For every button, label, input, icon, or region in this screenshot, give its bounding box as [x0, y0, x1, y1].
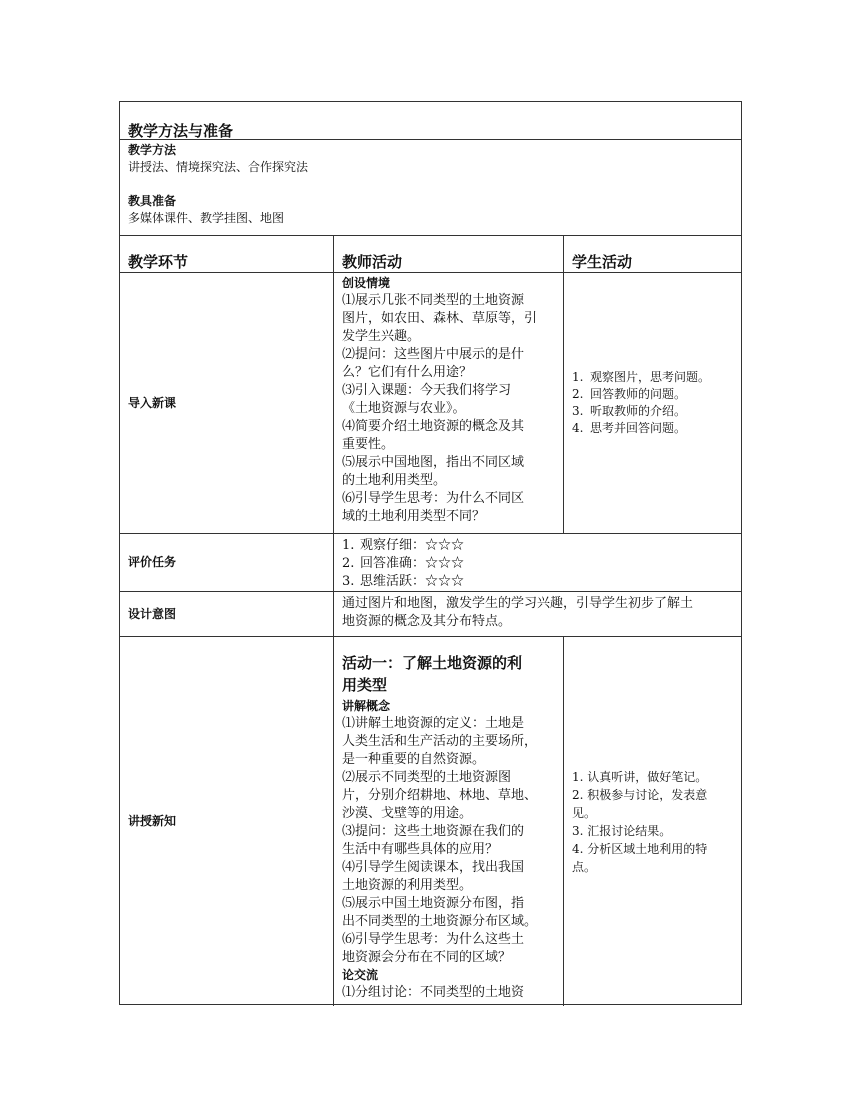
discussion-heading-rest: 论交流 — [342, 968, 379, 982]
intro-student-item-text: 回答教师的问题。 — [590, 387, 687, 401]
new-lesson-student-line: 点。 — [572, 859, 597, 874]
new-lesson-student-line: 1. 认真听讲，做好笔记。 — [572, 769, 708, 784]
intro-student-item — [572, 369, 710, 386]
evaluation-row — [120, 534, 741, 592]
intro-teacher-line: ⑷简要介绍土地资源的概念及其 — [342, 419, 525, 434]
intro-student-cell — [564, 273, 741, 533]
header-student: 学生活动 — [572, 253, 633, 271]
new-lesson-stage-label: 讲授新知 — [128, 814, 177, 828]
new-lesson-student-line: 4. 分析区域土地利用的特 — [572, 841, 708, 856]
intro-teacher-line: ⑴展示几张不同类型的土地资源 — [342, 293, 525, 308]
activity-title-1: 活动一：了解土地资源的利 — [342, 654, 523, 672]
intro-teacher-lines — [342, 292, 557, 526]
intro-teacher-line: ⑵提问：这些图片中展示的是什 — [342, 347, 525, 362]
intro-teacher-line: 重要性。 — [342, 437, 395, 452]
intro-teacher-line: ⑹引导学生思考：为什么不同区 — [342, 491, 525, 506]
intro-student-item — [572, 420, 710, 437]
intro-student-item-number: 4. — [572, 421, 584, 435]
activity-title-2: 用类型 — [342, 676, 388, 694]
new-lesson-teacher-line: 生活中有哪些具体的应用？ — [342, 842, 499, 857]
tools-heading: 教具准备 — [128, 194, 177, 208]
evaluation-item-text: 回答准确：☆☆☆ — [360, 556, 465, 571]
design-stage-label: 设计意图 — [128, 606, 177, 621]
design-cell — [334, 592, 741, 636]
new-lesson-teacher-line: 人类生活和生产活动的主要场所， — [342, 734, 538, 749]
design-line-1: 通过图片和地图，激发学生的学习兴趣，引导学生初步了解土 — [342, 596, 694, 611]
intro-student-item-text: 听取教师的介绍。 — [590, 404, 687, 418]
new-lesson-teacher-line: ⑴讲解土地资源的定义：土地是 — [342, 716, 525, 731]
intro-teacher-line: 发学生兴趣。 — [342, 329, 421, 344]
intro-student-list — [572, 369, 710, 437]
new-lesson-teacher-line: ⑹引导学生思考：为什么这些土 — [342, 932, 525, 947]
discussion-last-line: ⑴分组讨论：不同类型的土地资 — [342, 985, 525, 1000]
intro-student-item-number: 2. — [572, 387, 584, 401]
new-lesson-teacher-line: 是一种重要的自然资源。 — [342, 752, 486, 767]
intro-teacher-heading: 创设情境 — [342, 276, 391, 290]
intro-student-item — [572, 386, 710, 403]
new-lesson-student-cell — [564, 637, 741, 1006]
section-title-row — [120, 102, 741, 140]
intro-teacher-line: ⑶引入课题：今天我们将学习 — [342, 383, 512, 398]
design-line-2: 地资源的概念及其分布特点。 — [342, 614, 512, 629]
intro-teacher-line: 图片，如农田、森林、草原等，引 — [342, 311, 538, 326]
intro-student-item-number: 3. — [572, 404, 584, 418]
header-stage: 教学环节 — [120, 236, 334, 272]
methods-row — [120, 140, 741, 236]
new-lesson-teacher-line: ⑵展示不同类型的土地资源图 — [342, 770, 512, 785]
intro-teacher-line: ⑸展示中国地图，指出不同区域 — [342, 455, 525, 470]
evaluation-item-number: 2. — [342, 556, 355, 571]
evaluation-cell — [334, 534, 741, 591]
intro-teacher-line: 么？它们有什么用途？ — [342, 365, 473, 380]
new-lesson-teacher-cell — [334, 637, 564, 1006]
new-lesson-teacher-line: 土地资源的利用类型。 — [342, 878, 473, 893]
evaluation-item — [342, 573, 735, 591]
intro-row — [120, 273, 741, 534]
section-title: 教学方法与准备 — [128, 122, 234, 140]
evaluation-item — [342, 537, 735, 555]
new-lesson-student-list — [572, 768, 707, 876]
intro-student-item-text: 思考并回答问题。 — [590, 421, 687, 435]
evaluation-item-text: 观察仔细：☆☆☆ — [360, 538, 465, 553]
new-lesson-teacher-line: 地资源会分布在不同的区域？ — [342, 950, 512, 965]
intro-teacher-line: 《土地资源与农业》。 — [342, 401, 466, 416]
lesson-plan-table — [119, 101, 742, 1005]
table-header-row — [120, 236, 741, 273]
intro-teacher-line: 域的土地利用类型不同？ — [342, 509, 486, 524]
new-lesson-teacher-line: 片，分别介绍耕地、林地、草地、 — [342, 788, 538, 803]
new-lesson-teacher-line: 沙漠、戈壁等的用途。 — [342, 806, 473, 821]
evaluation-item — [342, 555, 735, 573]
evaluation-stage — [120, 534, 334, 591]
explain-heading: 讲解概念 — [342, 699, 391, 713]
intro-teacher-cell — [334, 273, 564, 533]
new-lesson-teacher-line: ⑶提问：这些土地资源在我们的 — [342, 824, 525, 839]
tools-text: 多媒体课件、教学挂图、地图 — [128, 211, 285, 225]
new-lesson-teacher-line: 出不同类型的土地资源分布区域。 — [342, 914, 538, 929]
methods-text: 讲授法、情境探究法、合作探究法 — [128, 160, 309, 174]
evaluation-item-number: 3. — [342, 574, 355, 589]
intro-student-item-text: 观察图片，思考问题。 — [590, 370, 711, 384]
new-lesson-teacher-line: ⑸展示中国土地资源分布图，指 — [342, 896, 525, 911]
design-stage — [120, 592, 334, 636]
methods-cell — [120, 140, 741, 235]
header-teacher: 教师活动 — [334, 236, 564, 272]
new-lesson-teacher-lines — [342, 715, 557, 967]
intro-teacher-line: 的土地利用类型。 — [342, 473, 447, 488]
new-lesson-student-line: 3. 汇报讨论结果。 — [572, 823, 672, 838]
new-lesson-stage — [120, 637, 334, 1006]
intro-student-item-number: 1. — [572, 370, 584, 384]
methods-heading: 教学方法 — [128, 143, 177, 157]
evaluation-item-number: 1. — [342, 538, 355, 553]
intro-student-item — [572, 403, 710, 420]
methods-spacer — [128, 176, 735, 193]
new-lesson-teacher-line: ⑷引导学生阅读课本，找出我国 — [342, 860, 525, 875]
evaluation-stage-label: 评价任务 — [128, 555, 177, 569]
design-row — [120, 592, 741, 637]
intro-stage — [120, 273, 334, 533]
new-lesson-student-line: 2. 积极参与讨论，发表意 — [572, 787, 708, 802]
intro-stage-label: 导入新课 — [128, 395, 177, 410]
evaluation-list — [342, 537, 735, 591]
new-lesson-student-line: 见。 — [572, 805, 597, 820]
evaluation-item-text: 思维活跃：☆☆☆ — [360, 574, 465, 589]
new-lesson-row — [120, 637, 741, 1006]
